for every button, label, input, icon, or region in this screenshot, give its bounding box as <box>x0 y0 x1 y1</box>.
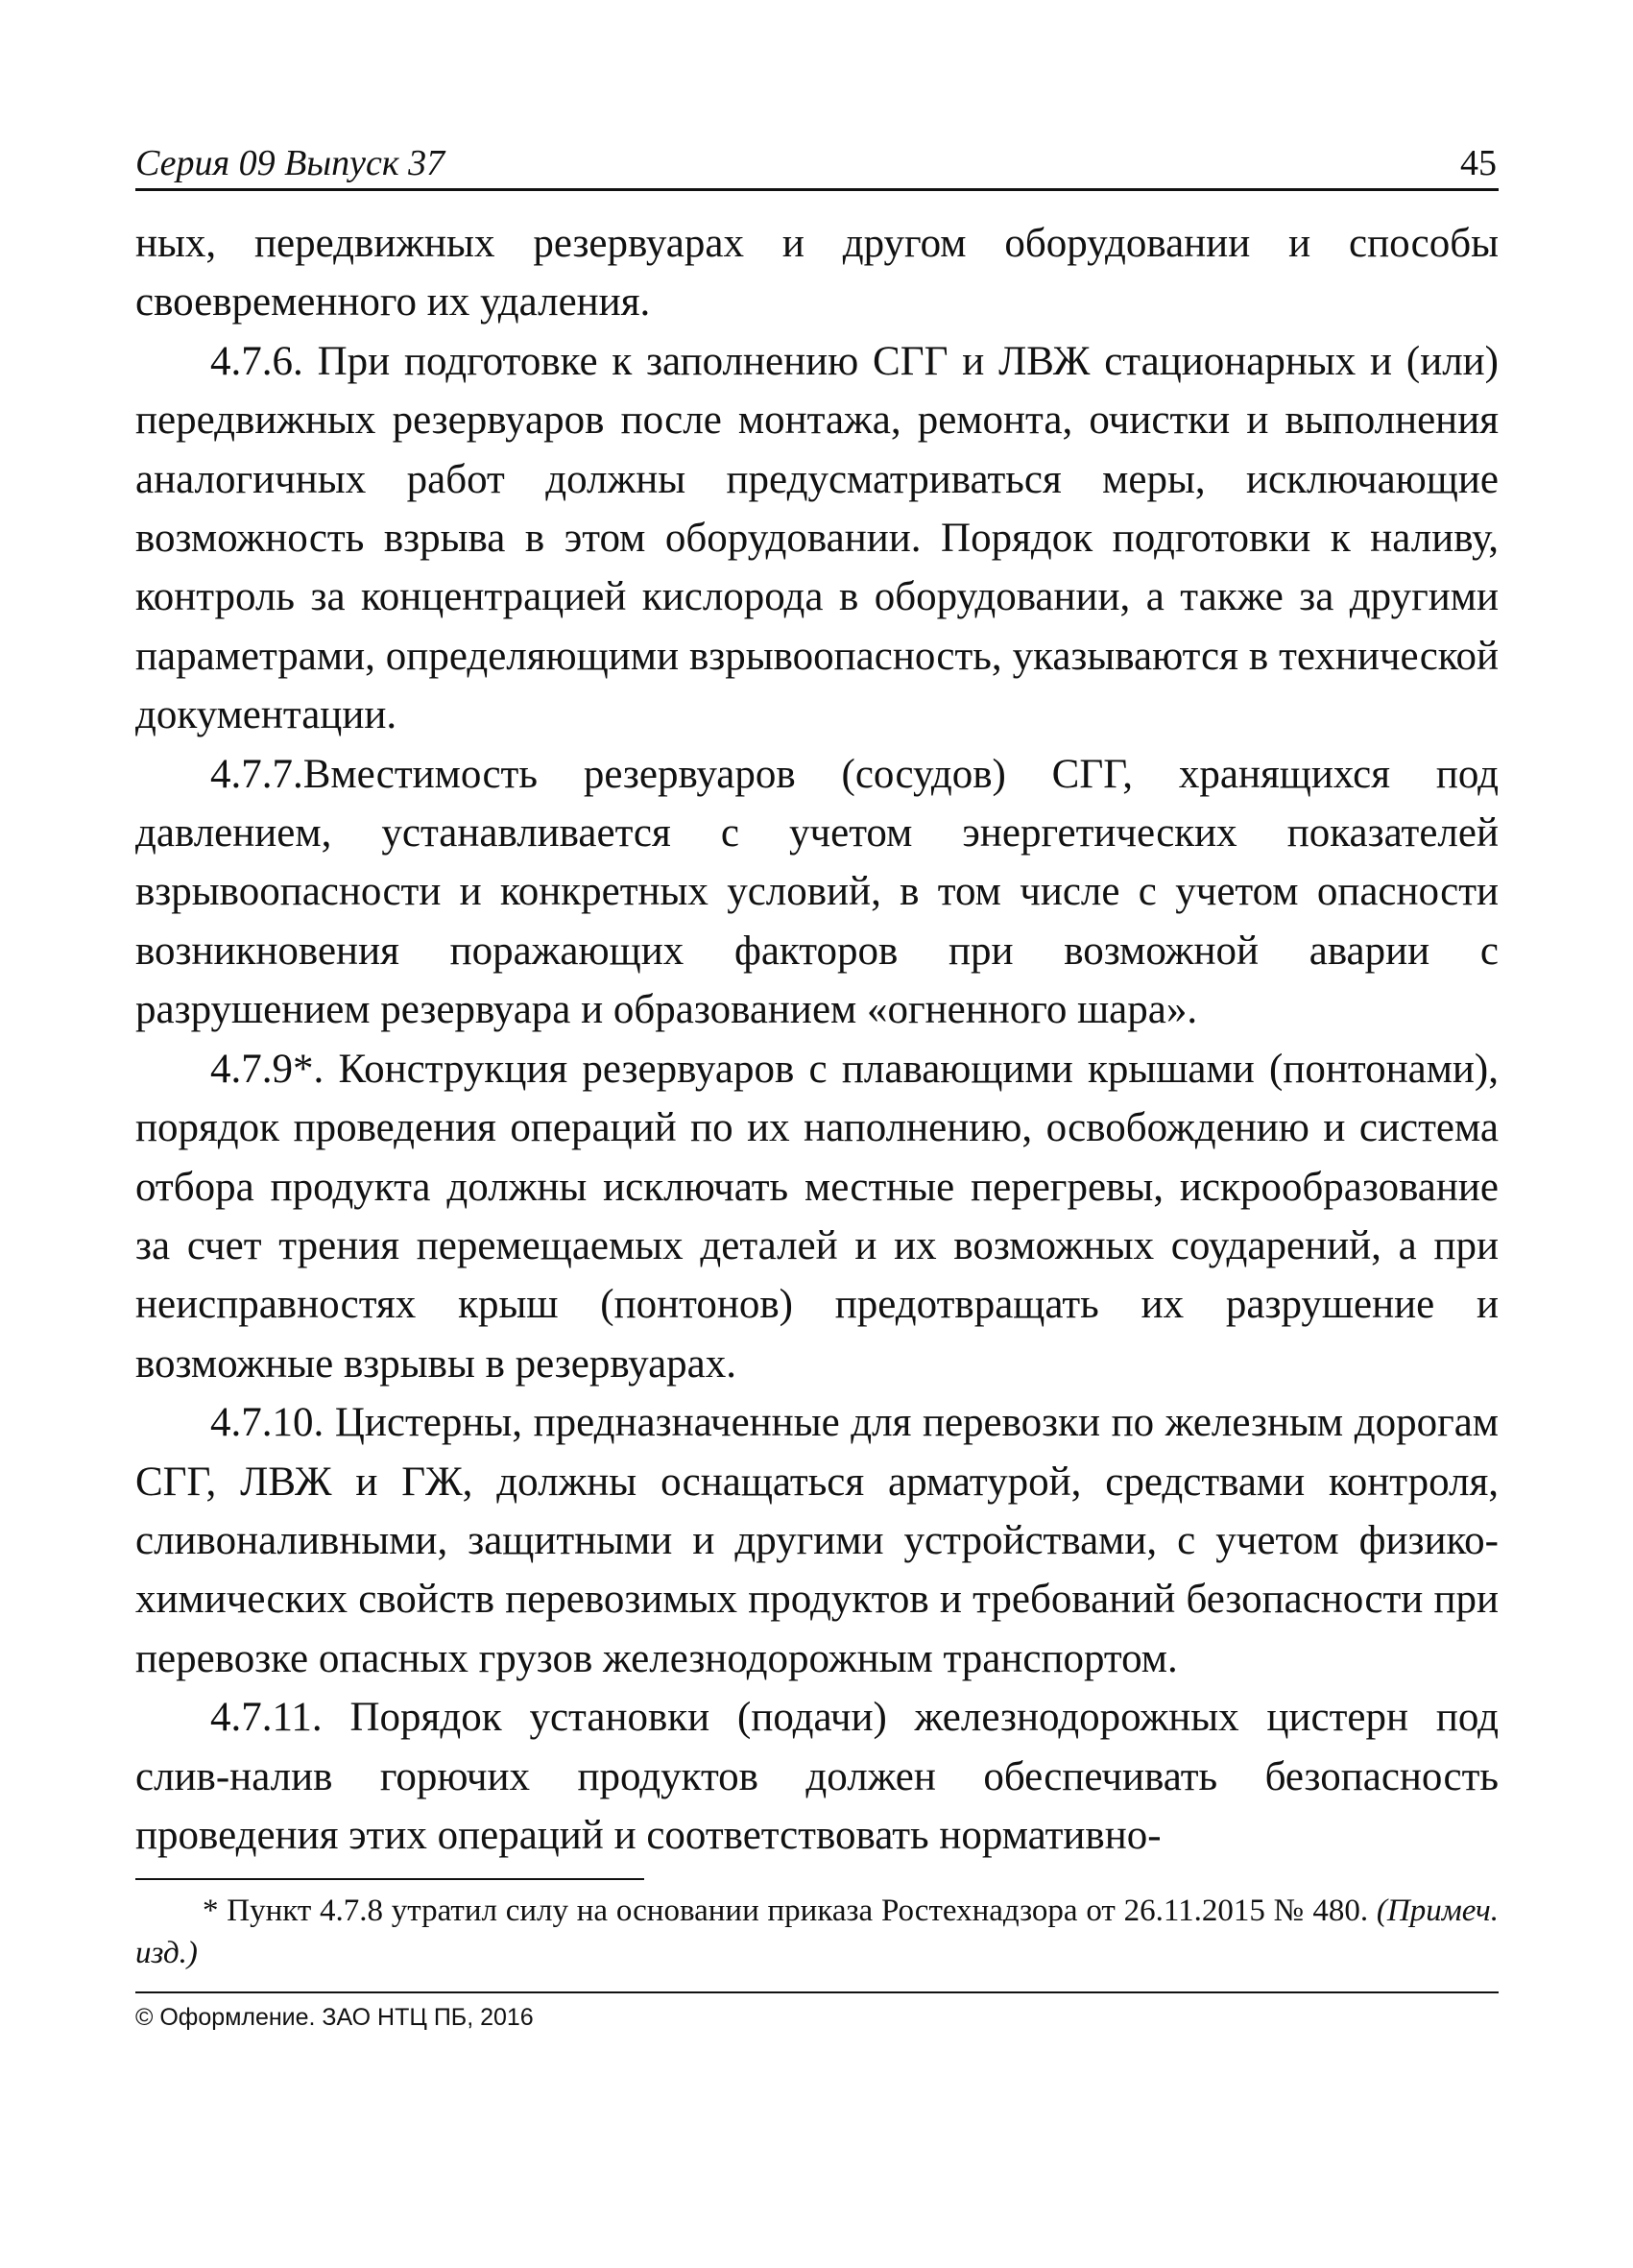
document-page <box>135 134 1499 2228</box>
page-number: 45 <box>1460 143 1497 183</box>
paragraph-4-7-9: 4.7.9*. Конструкция резервуаров с плавающими крышами (понтонами), порядок проведения операций по их наполнению, освобождению и система отбора продукта должны исключать местные перегревы, искрообразование за счет трения перемещаемых деталей и их возможных соударений, а при неисправностях крыш (понтонов) предотвращать их разрушение и возможные взрывы в резервуарах. <box>135 1046 1499 1387</box>
running-header <box>135 134 1499 191</box>
series-title: Серия 09 Выпуск 37 <box>135 143 445 183</box>
footnote <box>135 1890 1499 1974</box>
footnote-text: * Пункт 4.7.8 утратил силу на основании приказа Ростехнадзора от 26.11.2015 № 480. <box>203 1894 1369 1929</box>
copyright: © Оформление. ЗАО НТЦ ПБ, 2016 <box>135 2004 534 2032</box>
paragraph-4-7-10: 4.7.10. Цистерны, предназначенные для перевозки по железным дорогам СГГ, ЛВЖ и ГЖ, должны оснащаться арматурой, средствами контроля, сливоналивными, защитными и другими устройствами, с учетом физико-химических свойств перевозимых продуктов и требований безопасности при перевозке опасных грузов железнодорожным транспортом. <box>135 1400 1499 1681</box>
copyright-divider <box>135 1991 1499 1993</box>
paragraph-4-7-11: 4.7.11. Порядок установки (подачи) железнодорожных цистерн под слив-налив горючих продуктов должен обеспечивать безопасность проведения этих операций и соответствовать нормативно- <box>135 1695 1499 1858</box>
paragraph-4-7-7: 4.7.7.Вместимость резервуаров (сосудов) СГГ, хранящихся под давлением, устанавливается с учетом энергетических показателей взрывоопасности и конкретных условий, в том числе с учетом опасности возникновения поражающих факторов при возможной аварии с разрушением резервуара и образованием «огненного шара». <box>135 751 1499 1033</box>
footnote-divider <box>135 1878 644 1880</box>
paragraph-4-7-6: 4.7.6. При подготовке к заполнению СГГ и ЛВЖ стационарных и (или) передвижных резервуаров после монтажа, ремонта, очистки и выполнения аналогичных работ должны предусматриваться меры, исключающие возможность взрыва в этом оборудовании. Порядок подготовки к наливу, контроль за концентрацией кислорода в оборудовании, а также за другими параметрами, определяющими взрывоопасность, указываются в технической документации. <box>135 338 1499 738</box>
body-text <box>135 214 1499 1865</box>
footnote-note: (Примеч. изд.) <box>135 1894 1499 1971</box>
paragraph-continuation: ных, передвижных резервуарах и другом оборудовании и способы своевременного их удаления. <box>135 221 1499 326</box>
